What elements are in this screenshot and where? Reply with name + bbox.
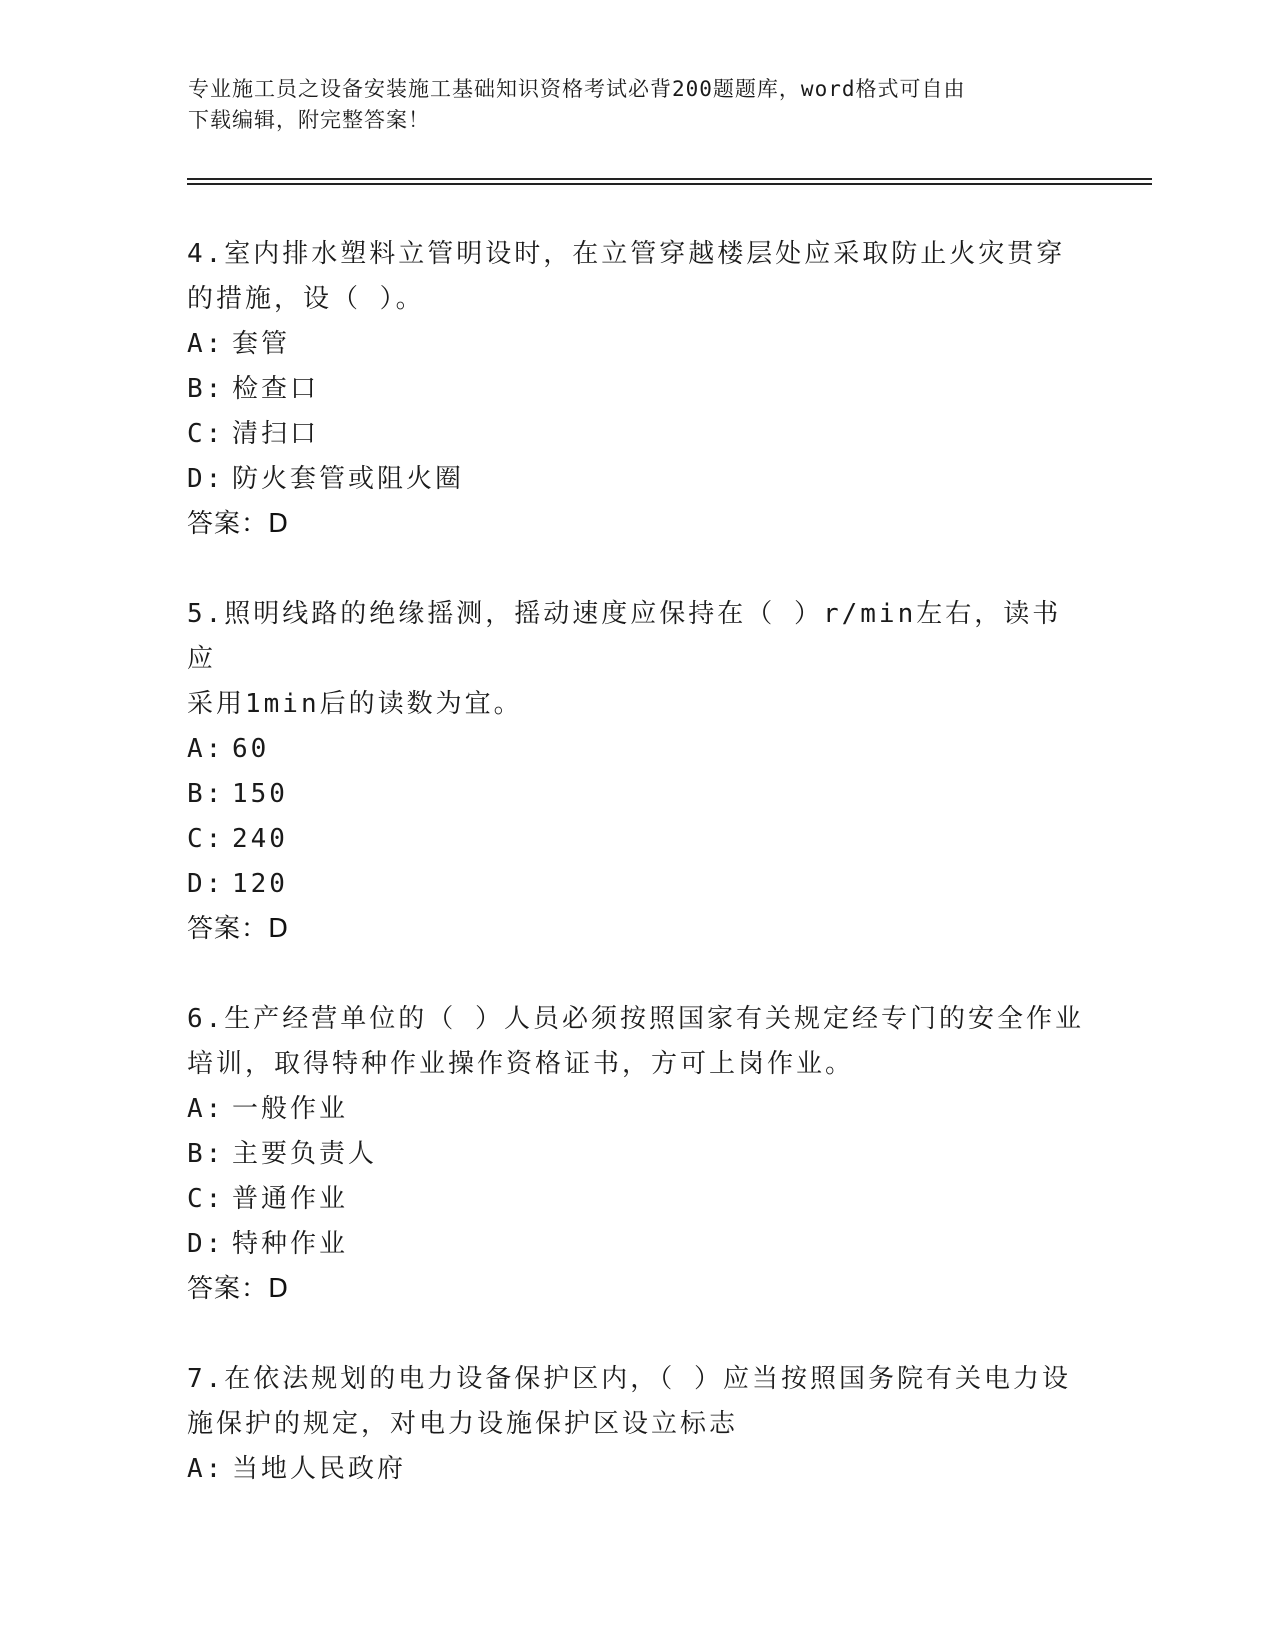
question-4 — [187, 232, 1087, 547]
stem-line: 7.在依法规划的电力设备保护区内，（ ）应当按照国务院有关电力设 — [187, 1364, 1071, 1394]
option-letter: A: — [187, 1454, 225, 1484]
option-text: 150 — [232, 779, 288, 809]
question-stem — [187, 232, 1087, 322]
question-6 — [187, 997, 1087, 1312]
option-letter: A: — [187, 329, 225, 359]
option-letter: D: — [187, 1229, 225, 1259]
stem-line: 培训，取得特种作业操作资格证书，方可上岗作业。 — [187, 1049, 855, 1079]
option-letter: D: — [187, 464, 225, 494]
question-list — [187, 232, 1087, 1537]
option-a — [187, 1087, 1087, 1132]
option-text: 60 — [232, 734, 270, 764]
option-text: 当地人民政府 — [232, 1454, 407, 1484]
question-5 — [187, 592, 1087, 952]
stem-line: 6.生产经营单位的（ ）人员必须按照国家有关规定经专门的安全作业 — [187, 1004, 1084, 1034]
option-text: 240 — [232, 824, 288, 854]
option-text: 检查口 — [232, 374, 320, 404]
answer-line: 答案：D — [187, 1274, 290, 1304]
option-text: 防火套管或阻火圈 — [232, 464, 465, 494]
option-c — [187, 1177, 1087, 1222]
option-letter: B: — [187, 779, 225, 809]
option-c — [187, 412, 1087, 457]
stem-line: 4.室内排水塑料立管明设时，在立管穿越楼层处应采取防止火灾贯穿 — [187, 239, 1066, 269]
option-d — [187, 1222, 1087, 1267]
stem-line: 施保护的规定，对电力设施保护区设立标志 — [187, 1409, 739, 1439]
option-letter: C: — [187, 1184, 225, 1214]
option-text: 特种作业 — [232, 1229, 349, 1259]
option-text: 套管 — [232, 329, 291, 359]
option-text: 普通作业 — [232, 1184, 349, 1214]
option-text: 一般作业 — [232, 1094, 349, 1124]
option-letter: B: — [187, 374, 225, 404]
option-b — [187, 772, 1087, 817]
header-line-1: 专业施工员之设备安装施工基础知识资格考试必背200题题库，word格式可自由 — [188, 77, 966, 101]
option-d — [187, 862, 1087, 907]
document-header — [188, 74, 1068, 136]
question-stem — [187, 1357, 1087, 1447]
option-a — [187, 322, 1087, 367]
option-letter: D: — [187, 869, 225, 899]
option-b — [187, 367, 1087, 412]
option-letter: C: — [187, 419, 225, 449]
option-text: 清扫口 — [232, 419, 320, 449]
answer-line: 答案：D — [187, 914, 290, 944]
header-divider-top — [187, 178, 1152, 180]
header-divider-bottom — [187, 183, 1152, 185]
option-letter: C: — [187, 824, 225, 854]
stem-line: 5.照明线路的绝缘摇测，摇动速度应保持在（ ）r/min左右，读书应 — [187, 599, 1062, 674]
option-b — [187, 1132, 1087, 1177]
option-text: 主要负责人 — [232, 1139, 378, 1169]
option-letter: B: — [187, 1139, 225, 1169]
option-d — [187, 457, 1087, 502]
option-a — [187, 1447, 1087, 1492]
question-stem — [187, 997, 1087, 1087]
question-7 — [187, 1357, 1087, 1492]
option-text: 120 — [232, 869, 288, 899]
stem-line: 采用1min后的读数为宜。 — [187, 689, 523, 719]
header-line-2: 下载编辑，附完整答案！ — [188, 108, 430, 132]
option-a — [187, 727, 1087, 772]
stem-line: 的措施，设（ ）。 — [187, 284, 425, 314]
option-c — [187, 817, 1087, 862]
question-stem — [187, 592, 1087, 727]
option-letter: A: — [187, 734, 225, 764]
answer-line: 答案：D — [187, 509, 290, 539]
option-letter: A: — [187, 1094, 225, 1124]
